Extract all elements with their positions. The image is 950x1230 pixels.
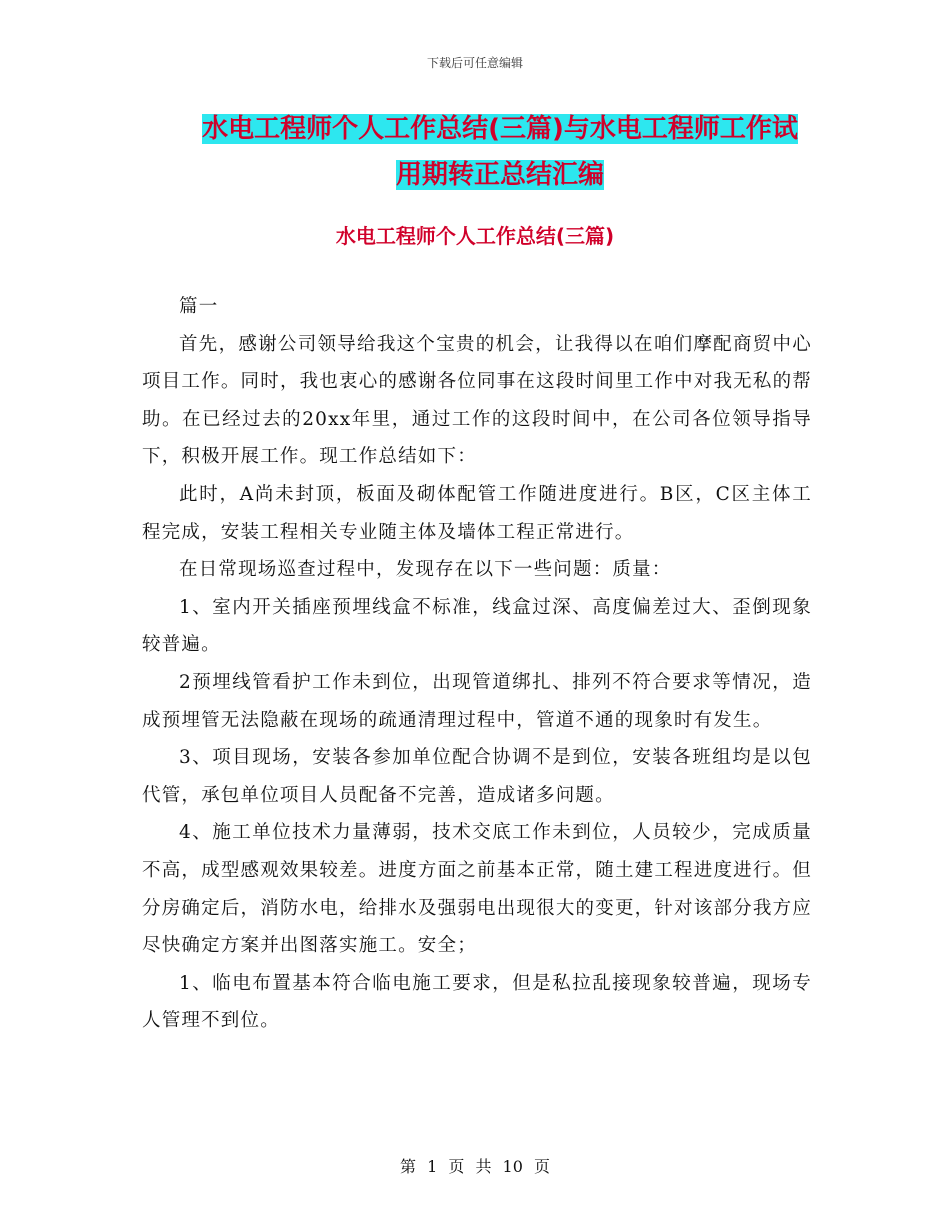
paragraph: 篇一 bbox=[179, 296, 219, 317]
section-title: 水电工程师个人工作总结(三篇) bbox=[335, 224, 615, 248]
header-note: 下载后可任意编辑 bbox=[426, 56, 523, 70]
paragraph: 1、临电布置基本符合临电施工要求，但是私拉乱接现象较普遍，现场专人管理不到位。 bbox=[142, 972, 812, 1032]
page-number: 第 1 页 共 10 页 bbox=[400, 1157, 550, 1176]
paragraph: 1、室内开关插座预埋线盒不标准，线盒过深、高度偏差过大、歪倒现象较普遍。 bbox=[142, 596, 812, 656]
paragraph: 3、项目现场，安装各参加单位配合协调不是到位，安装各班组均是以包代管，承包单位项目人员配备不完善，造成诸多问题。 bbox=[142, 747, 812, 806]
paragraph: 4、施工单位技术力量薄弱，技术交底工作未到位，人员较少，完成质量不高，成型感观效果较差。进度方面之前基本正常，随土建工程进度进行。但分房确定后，消防水电，给排水及强弱电出现很大的变更，针对该部分我方应尽快确定方案并出图落实施工。安全； bbox=[142, 822, 812, 957]
paragraph: 此时，A尚未封顶，板面及砌体配管工作随进度进行。B区，C区主体工程完成，安装工程相关专业随主体及墙体工程正常进行。 bbox=[142, 483, 812, 543]
document-body bbox=[142, 288, 812, 1040]
paragraph: 2预埋线管看护工作未到位，出现管道绑扎、排列不符合要求等情况，造成预埋管无法隐蔽在现场的疏通清理过程中，管道不通的现象时有发生。 bbox=[142, 671, 812, 731]
paragraph: 在日常现场巡查过程中，发现存在以下一些问题：质量： bbox=[179, 559, 672, 581]
document-title bbox=[190, 106, 810, 198]
document-title-text: 水电工程师个人工作总结(三篇)与水电工程师工作试用期转正总结汇编 bbox=[202, 114, 798, 190]
paragraph: 首先，感谢公司领导给我这个宝贵的机会，让我得以在咱们摩配商贸中心项目工作。同时，我也衷心的感谢各位同事在这段时间里工作中对我无私的帮助。在已经过去的20xx年里，通过工作的这段时间中，在公司各位领导指导下，积极开展工作。现工作总结如下： bbox=[142, 333, 812, 468]
